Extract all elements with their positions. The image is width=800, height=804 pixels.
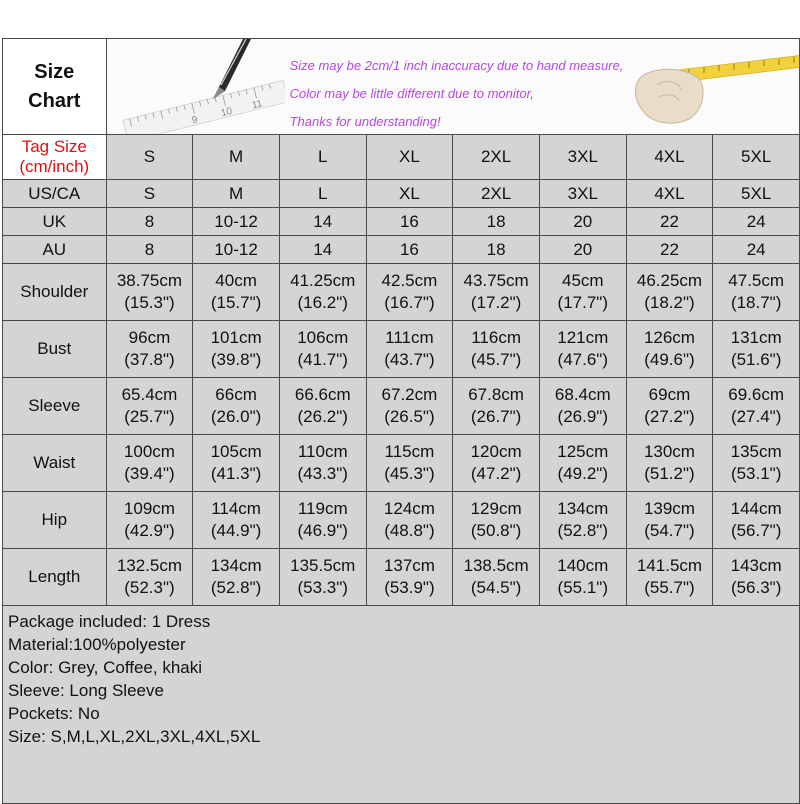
measure-inch: (27.4") [730,407,782,426]
measure-cm: 135cm [730,442,782,461]
size-cell: M [193,180,280,208]
measure-inch: (18.7") [730,293,782,312]
measure-cm: 126cm [643,328,695,347]
size-cell: 20 [539,208,626,236]
measure-cm: 124cm [383,499,435,518]
row-label: Shoulder [3,264,107,321]
measure-cm: 134cm [557,499,609,518]
tag-size-cell: XL [366,135,453,180]
size-cell: L [279,180,366,208]
measure-inch: (41.3") [210,464,262,483]
size-cell: 10-12 [193,208,280,236]
measure-inch: (55.7") [644,578,695,597]
measure-inch: (26.5") [384,407,435,426]
measure-cm: 114cm [211,499,261,518]
measure-inch: (53.3") [297,578,348,597]
size-cell: 24 [713,236,800,264]
size-cell: XL [366,180,453,208]
measure-inch: (46.9") [297,521,348,540]
measure-cell [366,492,453,549]
tag-size-cell: 2XL [453,135,540,180]
header-row [3,39,800,135]
measure-cell [193,435,280,492]
row-label: Waist [3,435,107,492]
measure-inch: (53.1") [730,464,782,483]
measure-cm: 134cm [210,556,262,575]
measure-cell [279,435,366,492]
measure-cm: 42.5cm [381,271,438,290]
row-label: US/CA [3,180,107,208]
measure-inch: (16.2") [297,293,348,312]
size-cell: 4XL [626,180,713,208]
info-sleeve: Sleeve: Long Sleeve [8,681,164,700]
size-cell: 18 [453,208,540,236]
measure-cm: 68.4cm [554,385,611,404]
measuring-tape-illustration [629,49,800,129]
measure-cm: 144cm [730,499,782,518]
measure-cell [366,435,453,492]
measure-cell [626,378,713,435]
note-thanks: Thanks for understanding! [289,114,441,129]
measure-inch: (54.7") [644,521,695,540]
measure-inch: (41.7") [297,350,348,369]
measure-row-waist [3,435,800,492]
tag-size-row [3,135,800,180]
measure-inch: (43.3") [297,464,348,483]
uk-row [3,208,800,236]
measure-cm: 67.2cm [381,385,438,404]
measure-cell [539,492,626,549]
measure-cell [193,549,280,606]
tag-size-cell: L [279,135,366,180]
measure-inch: (51.2") [644,464,695,483]
info-pockets: Pockets: No [8,704,100,723]
measure-cm: 66cm [215,385,257,404]
measure-inch: (18.2") [644,293,695,312]
measure-cell [106,264,193,321]
measure-inch: (26.9") [557,407,608,426]
measure-cell [713,492,800,549]
measure-cell [193,492,280,549]
measure-cell [106,378,193,435]
measure-cell [106,321,193,378]
row-label: Bust [3,321,107,378]
measure-cm: 69cm [648,385,691,404]
measure-cm: 106cm [297,328,349,347]
ruler-number: 10 [219,105,233,120]
tag-size-cell: 4XL [626,135,713,180]
measure-inch: (52.8") [557,521,608,540]
measure-inch: (56.7") [730,521,782,540]
measure-cm: 132.5cm [116,556,183,575]
size-cell: 8 [106,208,193,236]
measure-cm: 131cm [730,328,782,347]
measure-inch: (52.8") [210,578,262,597]
size-cell: 22 [626,236,713,264]
measure-inch: (49.2") [557,464,608,483]
measurement-rows [3,264,800,606]
row-label: UK [3,208,107,236]
measure-cell [106,435,193,492]
measure-cell [279,492,366,549]
measure-inch: (15.3") [124,293,175,312]
measure-inch: (27.2") [644,407,695,426]
tag-size-cell: S [106,135,193,180]
measure-cell [279,549,366,606]
measure-row-hip [3,492,800,549]
measure-inch: (17.2") [470,293,522,312]
measure-row-length [3,549,800,606]
measure-cm: 111cm [385,328,434,347]
size-cell: 8 [106,236,193,264]
measure-inch: (39.8") [210,350,262,369]
measure-cm: 141.5cm [636,556,703,575]
measure-inch: (47.2") [470,464,522,483]
measure-row-shoulder [3,264,800,321]
measure-cm: 47.5cm [728,271,785,290]
measure-cm: 120cm [470,442,522,461]
measure-cell [366,321,453,378]
measure-row-sleeve [3,378,800,435]
measure-inch: (44.9") [210,521,262,540]
measure-inch: (54.5") [470,578,522,597]
measure-cm: 115cm [384,442,435,461]
measure-cell [713,378,800,435]
row-label: Sleeve [3,378,107,435]
pen-ruler-illustration [115,39,285,134]
measure-cm: 125cm [557,442,609,461]
measure-inch: (49.6") [644,350,695,369]
measure-inch: (56.3") [730,578,782,597]
size-cell: 3XL [539,180,626,208]
size-cell: 20 [539,236,626,264]
size-cell: 10-12 [193,236,280,264]
measure-cell [626,549,713,606]
measure-cm: 69.6cm [728,385,785,404]
measure-inch: (50.8") [470,521,522,540]
tag-size-label [3,135,107,180]
row-label: AU [3,236,107,264]
tag-size-cell: M [193,135,280,180]
measure-cm: 43.75cm [463,271,529,290]
measure-inch: (37.8") [124,350,175,369]
measure-cm: 135.5cm [290,556,356,575]
measure-cm: 96cm [128,328,171,347]
measure-cm: 140cm [557,556,609,575]
au-row [3,236,800,264]
hand-icon [635,69,703,123]
measure-cell [193,321,280,378]
measure-cell [453,264,540,321]
measure-cm: 130cm [643,442,695,461]
measure-cm: 109cm [123,499,175,518]
size-cell: 2XL [453,180,540,208]
measure-inch: (53.9") [384,578,435,597]
measure-inch: (47.6") [557,350,608,369]
title-line-2: Chart [28,89,81,112]
measure-inch: (42.9") [124,521,175,540]
measure-cm: 101cm [210,328,262,347]
measure-cell [453,435,540,492]
info-row [3,606,800,804]
measure-cm: 143cm [730,556,782,575]
measure-cell [366,549,453,606]
row-label: Length [3,549,107,606]
measure-cm: 45cm [561,271,604,290]
row-label: Hip [3,492,107,549]
measure-inch: (39.4") [124,464,175,483]
measure-inch: (15.7") [210,293,262,312]
measure-cm: 46.25cm [636,271,703,290]
measure-cell [279,378,366,435]
measure-inch: (16.7") [384,293,435,312]
measure-cm: 139cm [643,499,695,518]
measure-cell [539,321,626,378]
info-sizes: Size: S,M,L,XL,2XL,3XL,4XL,5XL [8,727,261,746]
measure-cell [453,378,540,435]
measure-cell [713,549,800,606]
measure-cell [626,435,713,492]
measure-inch: (51.6") [730,350,782,369]
size-cell: 18 [453,236,540,264]
measure-cm: 67.8cm [468,385,524,404]
measure-cell [626,492,713,549]
measure-inch: (48.8") [384,521,435,540]
measure-cell [713,264,800,321]
measure-inch: (17.7") [557,293,608,312]
measure-cell [539,264,626,321]
measure-cell [279,264,366,321]
info-material: Material:100%polyester [8,635,186,654]
measure-inch: (55.1") [557,578,608,597]
measure-cm: 129cm [470,499,522,518]
measure-inch: (26.0") [210,407,262,426]
measure-cell [366,264,453,321]
measure-cell [366,378,453,435]
size-cell: 14 [279,236,366,264]
tag-size-cell: 3XL [539,135,626,180]
measure-cm: 116cm [471,328,521,347]
size-cell: 16 [366,208,453,236]
ruler-number: 9 [190,114,199,127]
measure-cell [713,435,800,492]
size-chart-title [3,39,107,135]
size-cell: 24 [713,208,800,236]
measure-inch: (25.7") [124,407,175,426]
note-inaccuracy: Size may be 2cm/1 inch inaccuracy due to hand measure, [289,58,624,73]
measure-cm: 105cm [210,442,262,461]
measure-cm: 137cm [383,556,435,575]
measure-cell [193,264,280,321]
measure-cell [106,549,193,606]
measure-cell [453,492,540,549]
title-line-1: Size [34,60,75,83]
measure-inch: (26.2") [297,407,348,426]
measure-cell [106,492,193,549]
ruler-number: 11 [250,98,264,112]
measure-cm: 40cm [215,271,257,290]
measure-inch: (43.7") [384,350,435,369]
size-chart-table [2,38,800,804]
measure-cell [626,264,713,321]
measure-inch: (52.3") [124,578,175,597]
measure-cm: 38.75cm [116,271,183,290]
tag-size-label-line-2: (cm/inch) [19,157,90,176]
notice-banner [106,39,799,135]
product-info [3,606,800,804]
size-cell: 16 [366,236,453,264]
measure-cell [453,321,540,378]
measure-cell [193,378,280,435]
measure-cell [539,549,626,606]
measure-cm: 138.5cm [463,556,529,575]
measure-cm: 41.25cm [290,271,356,290]
measure-cm: 66.6cm [294,385,351,404]
info-package: Package included: 1 Dress [8,612,211,631]
measure-cm: 110cm [297,442,348,461]
tag-size-cell: 5XL [713,135,800,180]
note-color: Color may be little different due to monitor, [289,86,534,101]
measure-cell [539,435,626,492]
measure-cell [539,378,626,435]
tag-size-label-line-1: Tag Size [21,137,87,156]
measure-cm: 100cm [123,442,175,461]
measure-cm: 121cm [557,328,609,347]
measure-row-bust [3,321,800,378]
measure-inch: (45.3") [384,464,435,483]
us-ca-row [3,180,800,208]
measure-cell [279,321,366,378]
size-cell: 14 [279,208,366,236]
measure-cell [713,321,800,378]
info-color: Color: Grey, Coffee, khaki [8,658,203,677]
measure-cell [453,549,540,606]
measure-inch: (26.7") [470,407,522,426]
measure-cm: 65.4cm [121,385,178,404]
measure-cm: 119cm [297,499,348,518]
size-cell: 22 [626,208,713,236]
measure-inch: (45.7") [470,350,522,369]
size-cell: 5XL [713,180,800,208]
size-cell: S [106,180,193,208]
measure-cell [626,321,713,378]
